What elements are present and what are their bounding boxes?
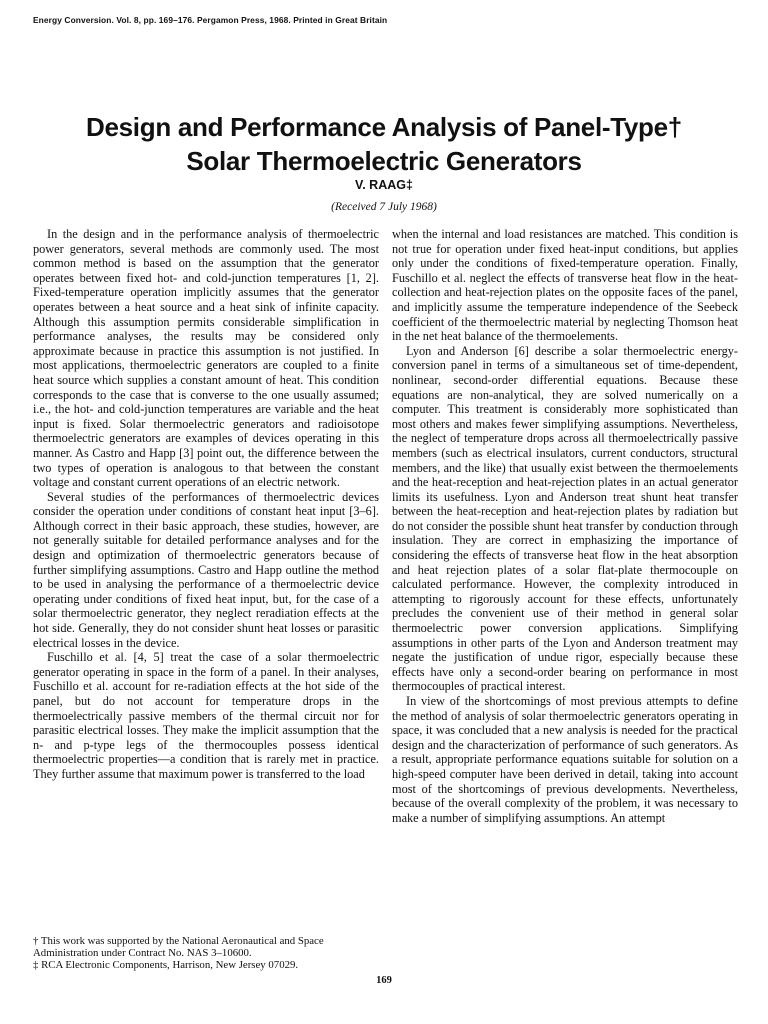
right-column: [392, 227, 738, 825]
paper-title: [0, 110, 768, 178]
left-column: [33, 227, 379, 782]
footnote: † This work was supported by the National Aeronautical and Space Administration under Contract No. NAS 3–10600.: [33, 935, 324, 960]
author: V. RAAG‡: [355, 178, 413, 192]
title-line-2: Solar Thermoelectric Generators: [186, 146, 582, 176]
paragraph: when the internal and load resistances are matched. This condition is not true for operation under fixed heat-input conditions, but applies only under the conditions of fixed-temperature operation. Finally, Fuschillo et al. neglect the effects of transverse heat flow in the heat-collection and heat-rejection plates on the opposite faces of the panel, and implicitly assume the temperature independence of the Seebeck coefficient of the thermoelectric material by neglecting Thomson heat in the net heat balance of the thermoelements.: [392, 227, 738, 344]
paragraph: Several studies of the performances of thermoelectric devices consider the operation under conditions of constant heat input [3–6]. Although correct in their basic approach, these studies, however, are not generally suitable for detailed performance analyses and for the design and optimization of thermoelectric generators because of further simplifying assumptions. Castro and Happ outline the method to be used in analysing the performance of a thermoelectric device operating under conditions of fixed heat input, but, for the case of a solar thermoelectric generator, they neglect reradiation effects at the hot side. Generally, they do not consider shunt heat losses or parasitic electrical losses in the device.: [33, 489, 379, 650]
paragraph: Fuschillo et al. [4, 5] treat the case of a solar thermoelectric generator operating in space in the form of a panel. In their analyses, Fuschillo et al. account for re-radiation effects at the hot side of the panel, but do not account for temperature drops in the thermoelectrically passive members of the thermal circuit nor for parasitic electrical losses. They make the implicit assumption that the n- and p-type legs of the thermocouples possess identical thermoelectric properties—a condition that is rarely met in practice. They further assume that maximum power is transferred to the load: [33, 650, 379, 781]
running-head: Energy Conversion. Vol. 8, pp. 169–176. Pergamon Press, 1968. Printed in Great Britain: [33, 15, 388, 25]
footnote: ‡ RCA Electronic Components, Harrison, New Jersey 07029.: [33, 959, 299, 972]
page-number: 169: [376, 975, 392, 986]
footnotes: [33, 935, 379, 972]
received-date: (Received 7 July 1968): [331, 201, 437, 213]
paragraph: In the design and in the performance analysis of thermoelectric power generators, several methods are commonly used. The most common method is based on the assumption that the generator operates between fixed hot- and cold-junction temperatures [1, 2]. Fixed-temperature operation implicitly assumes that the generator operates between a heat source and a heat sink of infinite capacity. Although this assumption permits considerable simplification in performance analyses, the results may be considered only approximate because in practice this assumption is not justified. In most applications, thermoelectric generators are coupled to a finite heat source which supplies a constant amount of heat. This condition corresponds to the case that is converse to the one usually assumed; i.e., the hot- and cold-junction temperatures are variable and the heat input is fixed. Solar thermoelectric generators and radioisotope thermoelectric generators are examples of devices operating in this manner. As Castro and Happ [3] point out, the difference between the two types of operation is analogous to that between the constant voltage and constant current operations of an electric network.: [33, 227, 379, 490]
paragraph: In view of the shortcomings of most previous attempts to define the method of analysis of solar thermoelectric generators operating in space, it was concluded that a new analysis is needed for the practical design and the characterization of performance of such generators. As a result, appropriate performance equations suitable for solution on a high-speed computer have been derived in detail, taking into account most of the shortcomings of previous developments. Nevertheless, because of the overall complexity of the problem, it was necessary to make a number of simplifying assumptions. An attempt: [392, 694, 738, 825]
title-line-1: Design and Performance Analysis of Panel-Type†: [86, 112, 682, 142]
paragraph: Lyon and Anderson [6] describe a solar thermoelectric energy-conversion panel in terms of a simultaneous set of time-dependent, nonlinear, second-order differential equations. Because these equations are non-analytical, they are solved numerically on a computer. This treatment is considerably more sophisticated than most others and makes fewer simplifying assumptions. Nevertheless, the neglect of temperature drops across all thermoelectrically passive members (such as electrical insulators, current conductors, structural members, and the like) that usually exist between the thermoelements and the heat-reception and heat-rejection plates in an actual generator limits its usefulness. Lyon and Anderson treat shunt heat transfer between the heat-reception and heat-rejection plates by radiation but do not consider the possible shunt heat transfer by conduction through insulation. They are correct in emphasizing the importance of considering the effects of transverse heat flow in the heat absorption and heat rejection plates of a solar flat-plate thermocouple on calculated performance. However, the complexity introduced in attempting to rigorously account for these effects, unfortunately precludes the convenient use of their method in general solar thermoelectric power conversion applications. Simplifying assumptions in other parts of the Lyon and Anderson treatment may negate the justification of undue rigor, especially because these effects have only a second-order bearing on performance in most thermocouples of practical interest.: [392, 343, 738, 694]
